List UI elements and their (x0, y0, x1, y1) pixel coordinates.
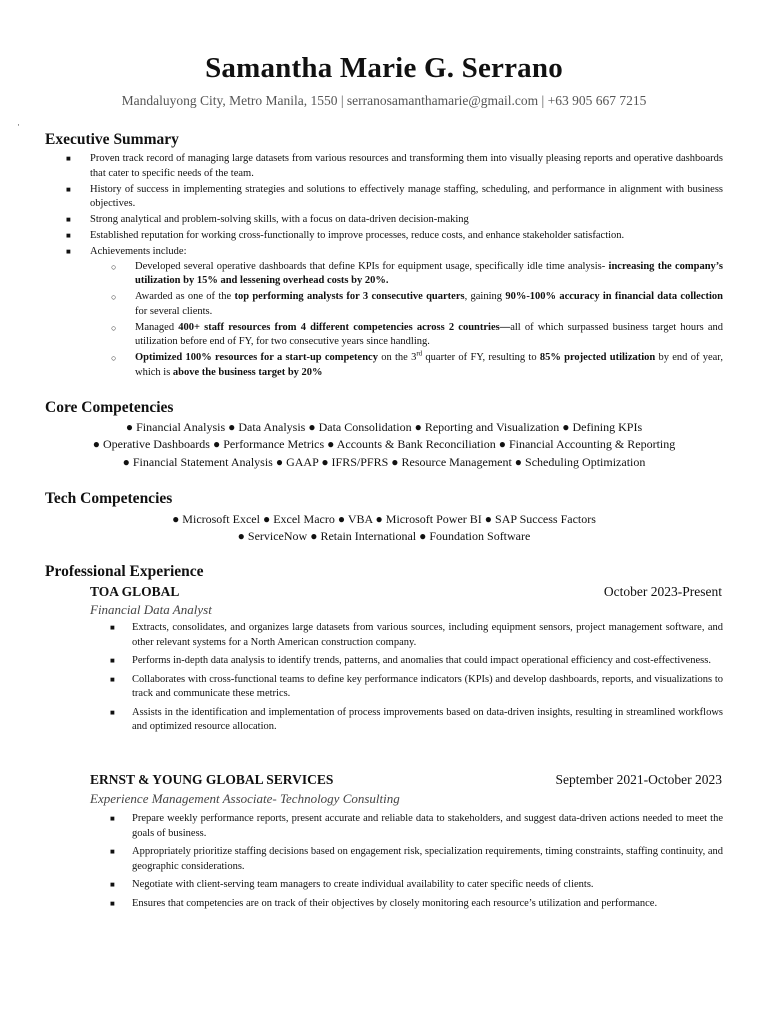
job-duty: ■ Appropriately prioritize staffing decisions based on engagement risk, specialization requirements, timing constraints, staffing continuity, and geographic considerations. (110, 846, 723, 872)
square-bullet-icon: ■ (110, 847, 115, 856)
contact-line: Mandaluyong City, Metro Manila, 1550 | serranosamanthamarie@gmail.com | +63 905 667 7215 (121, 93, 647, 108)
job-duties-list (90, 812, 723, 915)
achievement-item: ○ Optimized 100% resources for a start-up competency on the 3rd quarter of FY, resulting to 85% projected utilization by end of year, which is above the business target by 20% (111, 349, 723, 378)
square-bullet-icon: ■ (110, 623, 115, 632)
core-competency-line: ● Financial Analysis ● Data Analysis ● Data Consolidation ● Reporting and Visualization ● Defining KPIs (125, 420, 643, 434)
square-bullet-icon: ■ (66, 184, 71, 194)
tech-competency-line: ● Microsoft Excel ● Excel Macro ● VBA ● Microsoft Power BI ● SAP Success Factors (172, 512, 596, 526)
summary-bullet: ■ Achievements include: ○ Developed several operative dashboards that define KPIs for equipment usage, specifically idle time analysis- increasing the company’s utilization by 15% and lessening overhead costs by 20%. ○ Awarded as one of the top performing analysts for 3 consecutive quarters, gaining 90%-100% accuracy in financial data collection for several clients. ○ Managed 400+ staff resources from 4 different competencies across 2 countries—all of which surpassed business target hours and utilization before end of FY, for two consecutive years since handling. ○ Optimized 100% resources for a start-up competency on the 3rd quarter of FY, resulting to 85% projected utilization by end of year, which is above the business target by 20% (45, 245, 723, 380)
square-bullet-icon: ■ (110, 880, 115, 889)
job-duty: ■ Extracts, consolidates, and organizes large datasets from various sources, including equipment sensors, project management software, and other relevant systems for a North American construction company. (110, 622, 723, 648)
job-title: Experience Management Associate- Technology Consulting (90, 791, 400, 806)
section-title-professional-experience: Professional Experience (45, 563, 204, 580)
job-duty: ■ Ensures that competencies are on track of their objectives by closely monitoring each resource’s utilization and performance. (90, 897, 723, 912)
achievements-list (90, 260, 723, 381)
job-title: Financial Data Analyst (90, 602, 212, 617)
core-competency-line: ● Operative Dashboards ● Performance Metrics ● Accounts & Bank Reconciliation ● Financial Accounting & Reporting (92, 437, 676, 451)
job-duty: ■ Assists in the identification and implementation of process improvements based on data-driven insights, resulting in streamlined workflows and optimized resource allocation. (110, 706, 723, 732)
circle-bullet-icon: ○ (111, 261, 117, 272)
job-duty: ■ Collaborates with cross-functional teams to define key performance indicators (KPIs) and develop dashboards, reports, and visualizations to track and communicate these metrics. (110, 673, 723, 699)
job-duties-list (90, 621, 723, 739)
square-bullet-icon: ■ (66, 154, 71, 163)
circle-bullet-icon: ○ (111, 353, 117, 363)
square-bullet-icon: ■ (110, 674, 115, 684)
job-duty: ■ Negotiate with client-serving team managers to create individual availability to cater specific needs of clients. (90, 878, 723, 893)
square-bullet-icon: ■ (110, 814, 115, 823)
section-title-core-competencies: Core Competencies (45, 399, 174, 416)
square-bullet-icon: ■ (110, 898, 115, 908)
square-bullet-icon: ■ (110, 707, 115, 717)
core-competency-line: ● Financial Statement Analysis ● GAAP ● IFRS/PFRS ● Resource Management ● Scheduling Optimization (122, 455, 646, 469)
summary-bullet: ■ Established reputation for working cross-functionally to improve processes, reduce costs, and enhance stakeholder satisfaction. (45, 229, 723, 244)
employment-dates: October 2023-Present (603, 584, 722, 599)
achievement-item: ○ Awarded as one of the top performing analysts for 3 consecutive quarters, gaining 90%-100% accuracy in financial data collection for several clients. (111, 291, 723, 317)
square-bullet-icon: ■ (110, 656, 115, 665)
job-duty: ■ Performs in-depth data analysis to identify trends, patterns, and anomalies that could impact operational efficiency and cost-effectiveness. (90, 654, 723, 669)
summary-bullet: ■ Proven track record of managing large datasets from various resources and transforming them into visually pleasing reports and operative dashboards that cater to specific needs of the team. (66, 153, 723, 179)
company-name: ERNST & YOUNG GLOBAL SERVICES (90, 772, 334, 787)
achievement-item: ○ Managed 400+ staff resources from 4 different competencies across 2 countries—all of which surpassed business target hours and utilization before end of FY, for two consecutive years since handling. (111, 321, 724, 347)
circle-bullet-icon: ○ (111, 322, 117, 333)
company-name: TOA GLOBAL (90, 584, 180, 599)
square-bullet-icon: ■ (66, 231, 71, 240)
employment-dates: September 2021-October 2023 (555, 772, 722, 787)
circle-bullet-icon: ○ (111, 292, 117, 302)
square-bullet-icon: ■ (66, 247, 71, 256)
summary-list (45, 152, 723, 382)
section-title-tech-competencies: Tech Competencies (45, 490, 173, 507)
summary-bullet: ■ History of success in implementing strategies and solutions to effectively manage staffing, scheduling, and performance in alignment with business objectives. (66, 183, 723, 209)
section-title-executive-summary: Executive Summary (45, 131, 179, 148)
candidate-name: Samantha Marie G. Serrano (205, 52, 563, 84)
job-duty: ■ Prepare weekly performance reports, present accurate and reliable data to stakeholders, and suggest data-driven actions needed to meet the goals of business. (110, 813, 723, 839)
square-bullet-icon: ■ (66, 215, 71, 224)
summary-bullet: ■ Strong analytical and problem-solving skills, with a focus on data-driven decision-making (45, 213, 723, 228)
achievement-item: ○ Developed several operative dashboards that define KPIs for equipment usage, specifically idle time analysis- increasing the company’s utilization by 15% and lessening overhead costs by 20%. (111, 260, 723, 286)
tech-competency-line: ● ServiceNow ● Retain International ● Foundation Software (237, 529, 531, 543)
stray-mark: · (17, 120, 20, 130)
